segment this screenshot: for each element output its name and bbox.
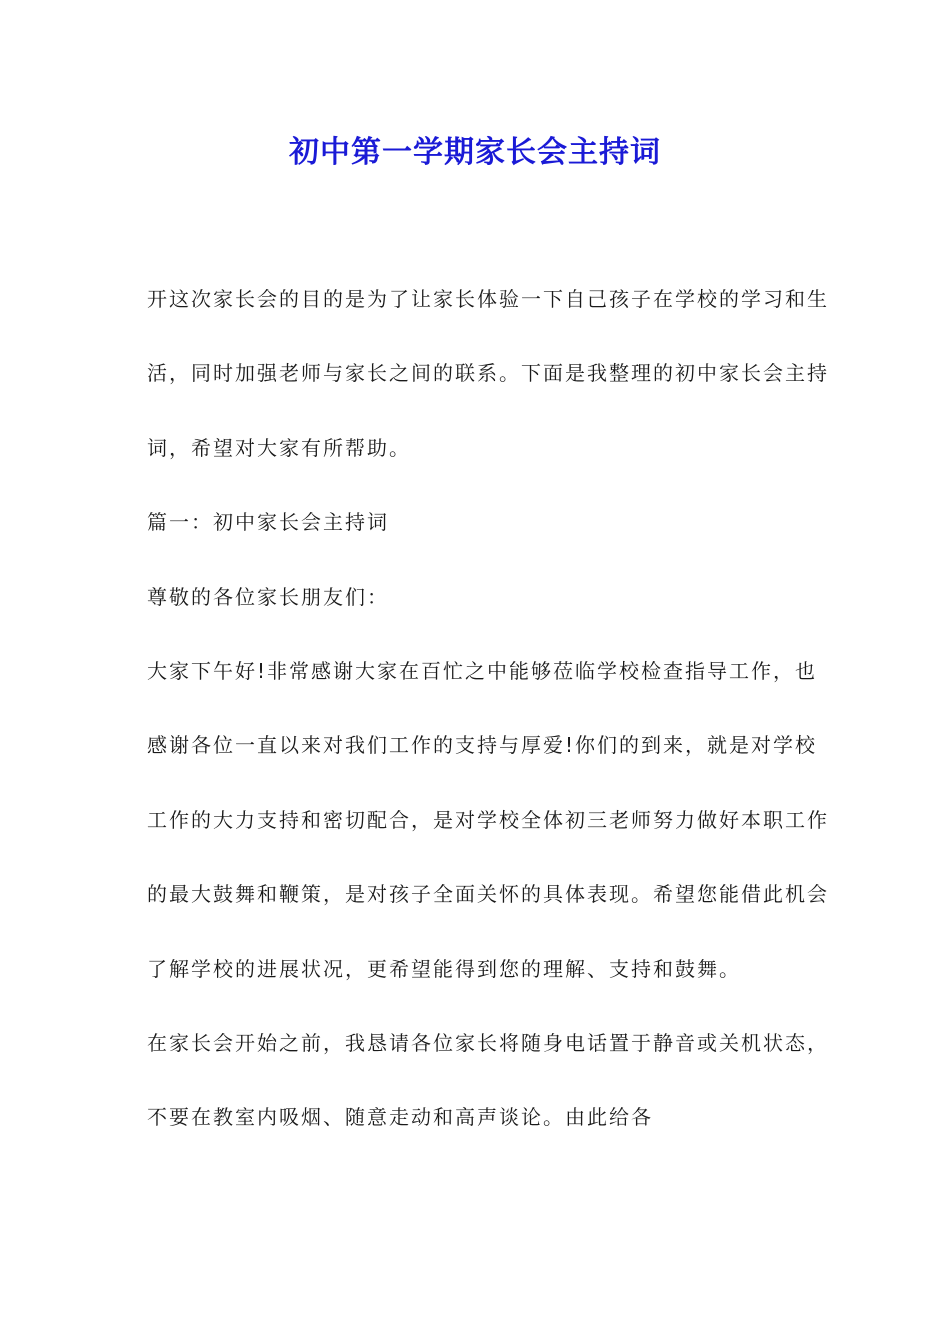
paragraph-salutation: 尊敬的各位家长朋友们： [147, 584, 389, 609]
paragraph-section-heading: 篇一：初中家长会主持词 [147, 510, 389, 535]
document-body [147, 262, 837, 1155]
paragraph-reminder: 在家长会开始之前，我恳请各位家长将随身电话置于静音或关机状态，不要在教室内吸烟、随意走动和高声谈论。由此给各 [147, 1031, 829, 1130]
document-title: 初中第一学期家长会主持词 [289, 135, 661, 170]
paragraph-greeting: 大家下午好!非常感谢大家在百忙之中能够莅临学校检查指导工作，也感谢各位一直以来对我们工作的支持与厚爱!你们的到来，就是对学校工作的大力支持和密切配合，是对学校全体初三老师努力做好本职工作的最大鼓舞和鞭策，是对孩子全面关怀的具体表现。希望您能借此机会了解学校的进展状况，更希望能得到您的理解、支持和鼓舞。 [147, 659, 829, 981]
paragraph-intro: 开这次家长会的目的是为了让家长体验一下自己孩子在学校的学习和生活，同时加强老师与家长之间的联系。下面是我整理的初中家长会主持词，希望对大家有所帮助。 [147, 287, 829, 460]
